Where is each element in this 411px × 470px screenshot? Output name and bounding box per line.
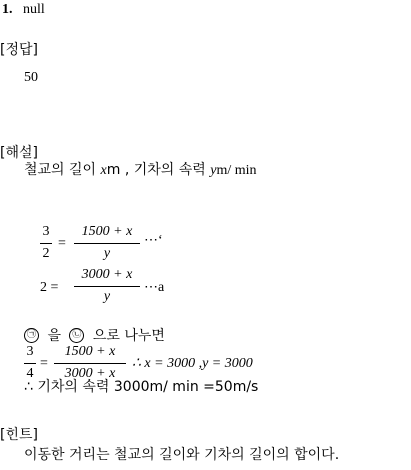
hint-text: 이동한 거리는 철교의 길이와 기차의 길이의 합이다. <box>24 447 340 463</box>
eq3-rhs-num: 1500 + x <box>64 344 116 359</box>
eq3-rhs-fraction <box>54 345 126 383</box>
eq3-rhs-den: 3000 + x <box>64 366 116 381</box>
intro-bridge-length: 철교의 길이 <box>24 162 97 178</box>
eq1-equals: = <box>58 236 66 251</box>
eq1-tail: ⋯‘ <box>144 233 163 248</box>
conclusion-line: ∴ 기차의 속력 3000m/ min =50m/s <box>24 379 259 395</box>
eq1-rhs-den: y <box>103 246 111 261</box>
hint-header: [힌트] <box>0 427 38 443</box>
eq2-rhs-fraction <box>74 268 140 306</box>
intro-var-x: x <box>100 163 107 178</box>
eq3-result: ∴ x = 3000 ,y = 3000 <box>132 356 253 371</box>
eq1-lhs-num: 3 <box>42 224 50 239</box>
answer-header: [정답] <box>0 42 38 58</box>
explanation-header: [해설] <box>0 145 38 161</box>
fraction-bar <box>24 363 36 364</box>
problem-line <box>2 2 45 17</box>
problem-text: null <box>22 2 45 17</box>
eq3-lhs-num: 3 <box>26 344 34 359</box>
intro-var-y: y <box>210 163 217 178</box>
explanation-intro <box>24 163 257 178</box>
fraction-bar <box>74 286 140 287</box>
eq1-rhs-num: 1500 + x <box>81 224 133 239</box>
divide-line <box>24 328 165 343</box>
eq3-lhs-den: 4 <box>26 366 34 381</box>
problem-number: 1. <box>2 2 13 17</box>
circled-nieun: ㉡ <box>69 328 84 343</box>
divide-text-1: 을 <box>47 327 61 344</box>
eq2-rhs-num: 3000 + x <box>81 267 133 282</box>
eq2-lhs: 2 = <box>40 280 59 295</box>
eq1-rhs-fraction <box>74 225 140 263</box>
fraction-bar <box>54 363 126 364</box>
eq3-equals: = <box>40 356 48 371</box>
intro-unit: m/ min <box>216 163 257 178</box>
fraction-bar <box>74 243 140 244</box>
eq1-lhs-fraction <box>40 225 52 263</box>
eq2-rhs-den: y <box>103 289 111 304</box>
eq2-tail: ⋯a <box>144 280 165 295</box>
circled-giyeok: ㉠ <box>24 328 39 343</box>
eq1-lhs-den: 2 <box>42 246 50 261</box>
eq3-lhs-fraction <box>24 345 36 383</box>
intro-train-speed: m , 기차의 속력 <box>106 162 206 178</box>
divide-text-2: 으로 나누면 <box>92 327 165 344</box>
fraction-bar <box>40 243 52 244</box>
answer-value: 50 <box>24 70 38 85</box>
